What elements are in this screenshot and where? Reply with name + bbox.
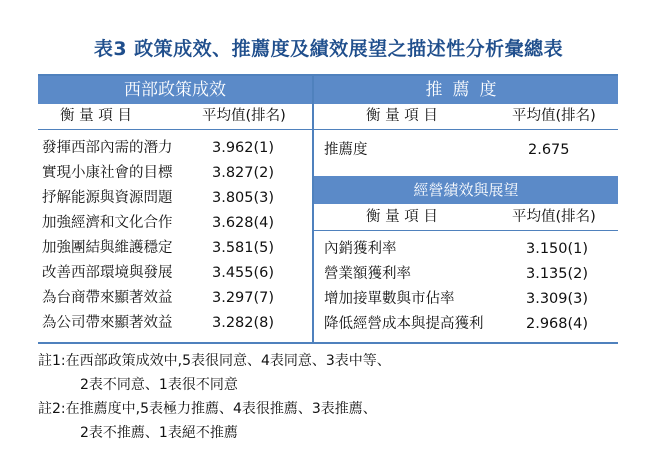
table-row-value: 2.675 <box>528 142 570 158</box>
header-rule <box>314 129 618 130</box>
table-row-value: 3.297(7) <box>212 290 275 306</box>
left-section-header: 西部政策成效 <box>38 76 312 104</box>
table-row-item: 加強經濟和文化合作 <box>42 215 173 231</box>
summary-table <box>38 74 618 344</box>
note-1-line-1: 註1:在西部政策成效中,5表很同意、4表同意、3表中等、 <box>38 353 391 369</box>
column-divider <box>312 76 314 342</box>
table-row-value: 3.150(1) <box>526 241 589 257</box>
table-row-value: 3.962(1) <box>212 140 275 156</box>
right-section-subheader: 經營績效與展望 <box>314 176 618 204</box>
right-header2-item: 衡 量 項 目 <box>366 209 438 225</box>
right-header-item: 衡 量 項 目 <box>366 108 438 124</box>
table-row-item: 發揮西部內需的潛力 <box>42 140 173 156</box>
table-row-value: 3.309(3) <box>526 291 589 307</box>
right-header2-value: 平均值(排名) <box>512 209 596 225</box>
table-row-value: 3.628(4) <box>212 215 275 231</box>
table-row-value: 3.455(6) <box>212 265 275 281</box>
table-row-item: 營業額獲利率 <box>324 266 411 282</box>
note-1-line-2: 2表不同意、1表很不同意 <box>80 377 238 393</box>
table-row-item: 為公司帶來顯著效益 <box>42 315 173 331</box>
table-row-item: 為台商帶來顯著效益 <box>42 290 173 306</box>
table-row-item: 實現小康社會的目標 <box>42 165 173 181</box>
table-row-item: 抒解能源與資源問題 <box>42 190 173 206</box>
header-rule <box>314 230 618 231</box>
right-header-value: 平均值(排名) <box>512 108 596 124</box>
note-2-line-1: 註2:在推薦度中,5表極力推薦、4表很推薦、3表推薦、 <box>38 401 377 417</box>
right-section-header: 推薦度 <box>314 76 618 104</box>
table-row-value: 3.135(2) <box>526 266 589 282</box>
table-row-value: 3.282(8) <box>212 315 275 331</box>
table-row-item: 降低經營成本與提高獲利 <box>324 316 484 332</box>
left-header-value: 平均值(排名) <box>202 108 286 124</box>
table-row-value: 3.581(5) <box>212 240 275 256</box>
table-row-value: 3.827(2) <box>212 165 275 181</box>
note-2-line-2: 2表不推薦、1表絕不推薦 <box>80 425 238 441</box>
left-header-item: 衡 量 項 目 <box>60 108 132 124</box>
table-row-item: 推薦度 <box>324 142 368 158</box>
table-title: 表3 政策成效、推薦度及績效展望之描述性分析彙總表 <box>93 38 564 60</box>
header-rule <box>38 129 312 130</box>
table-row-item: 改善西部環境與發展 <box>42 265 173 281</box>
table-row-item: 增加接單數與市佔率 <box>324 291 455 307</box>
table-row-value: 3.805(3) <box>212 190 275 206</box>
table-row-item: 內銷獲利率 <box>324 241 397 257</box>
table-row-value: 2.968(4) <box>526 316 589 332</box>
table-row-item: 加強團結與維護穩定 <box>42 240 173 256</box>
